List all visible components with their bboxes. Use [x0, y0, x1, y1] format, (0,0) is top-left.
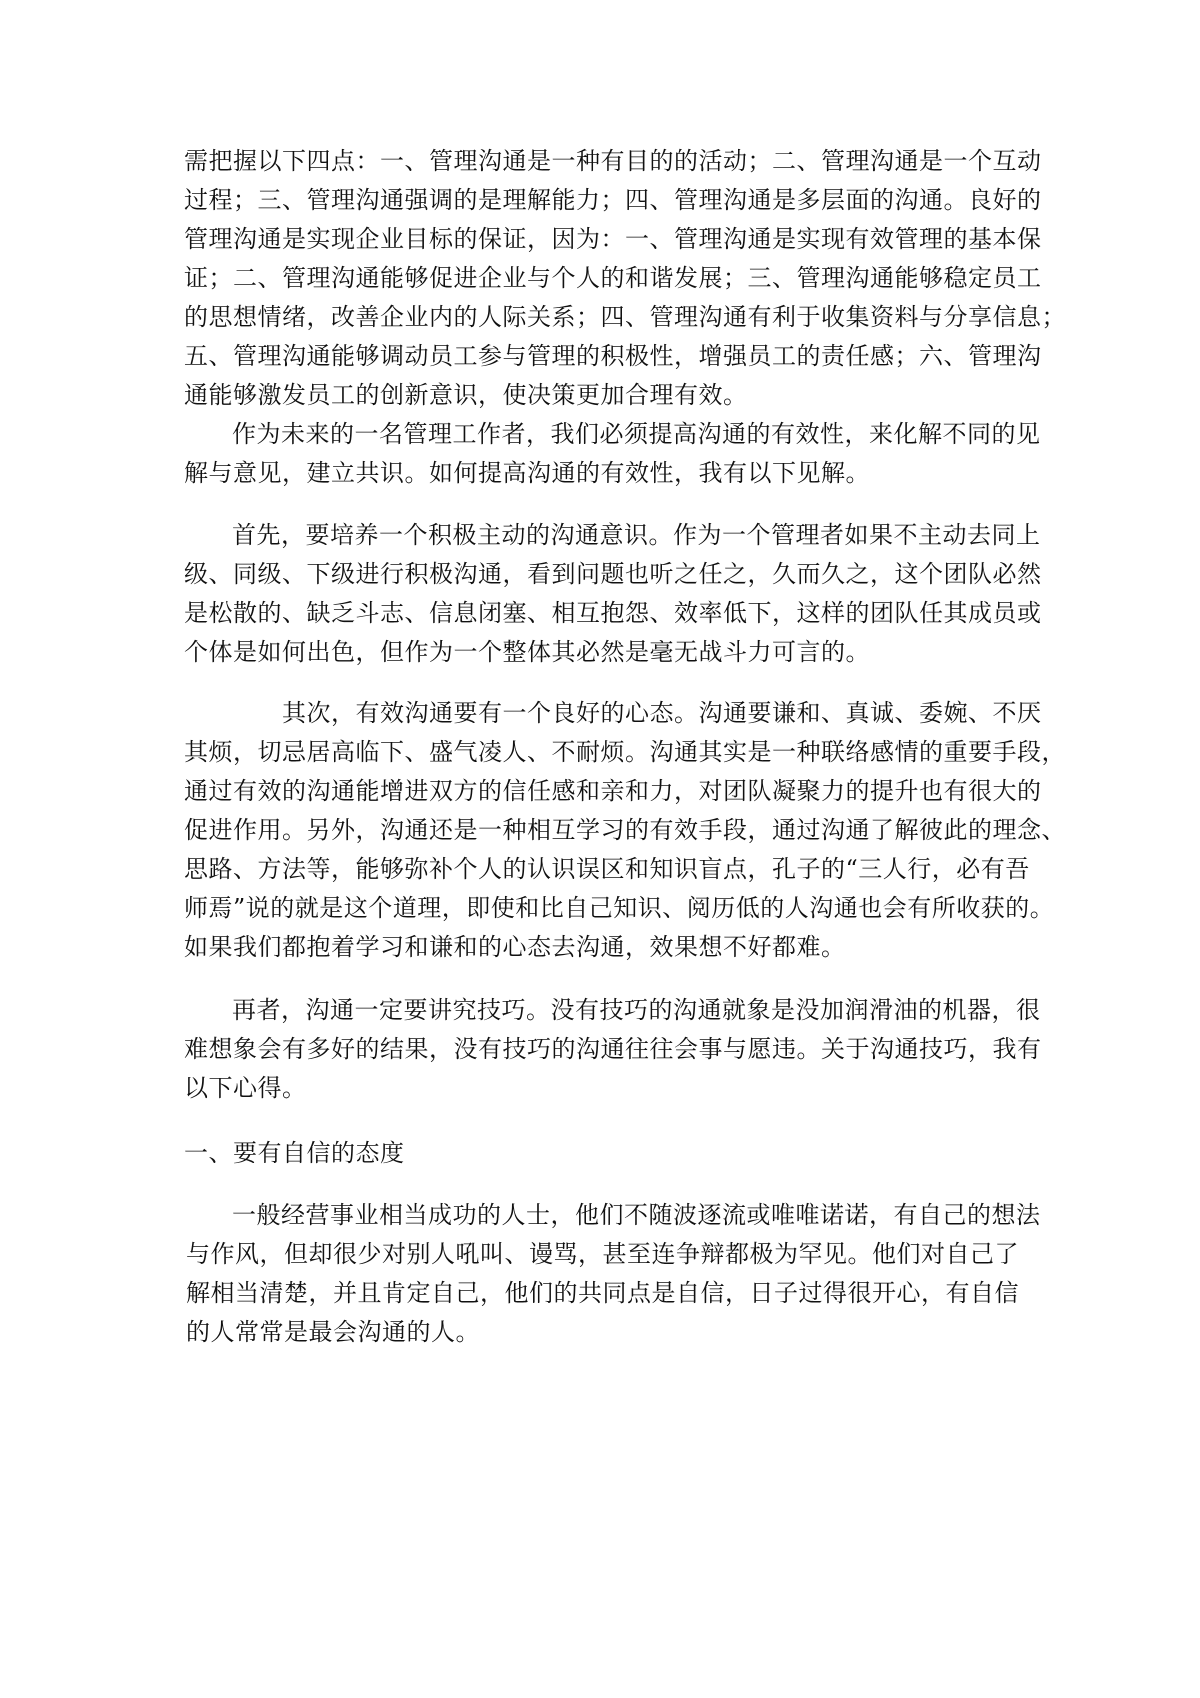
text-line: 的人常常是最会沟通的人。 — [186, 1318, 480, 1346]
text-line: 以下心得。 — [184, 1074, 307, 1102]
text-line: 解与意见，建立共识。如何提高沟通的有效性，我有以下见解。 — [184, 459, 870, 487]
text-line: 过程；三、管理沟通强调的是理解能力；四、管理沟通是多层面的沟通。良好的 — [184, 186, 1042, 214]
text-line: 如果我们都抱着学习和谦和的心态去沟通，效果想不好都难。 — [184, 933, 846, 961]
text-line: 再者，沟通一定要讲究技巧。没有技巧的沟通就象是没加润滑油的机器，很 — [232, 996, 1041, 1024]
text-line: 难想象会有多好的结果，没有技巧的沟通往往会事与愿违。关于沟通技巧，我有 — [184, 1035, 1042, 1063]
text-line: 通能够激发员工的创新意识，使决策更加合理有效。 — [184, 381, 748, 409]
text-line: 作为未来的一名管理工作者，我们必须提高沟通的有效性，来化解不同的见 — [232, 420, 1041, 448]
text-line: 通过有效的沟通能增进双方的信任感和亲和力，对团队凝聚力的提升也有很大的 — [184, 777, 1042, 805]
text-line: 解相当清楚，并且肯定自己，他们的共同点是自信，日子过得很开心，有自信 — [186, 1279, 1019, 1307]
text-line: 五、管理沟通能够调动员工参与管理的积极性，增强员工的责任感；六、管理沟 — [184, 342, 1042, 370]
text-line: 师焉”说的就是这个道理，即使和比自己知识、阅历低的人沟通也会有所收获的。 — [184, 894, 1055, 922]
text-line: 思路、方法等，能够弥补个人的认识误区和知识盲点，孔子的“三人行，必有吾 — [184, 855, 1030, 883]
text-line: 证；二、管理沟通能够促进企业与个人的和谐发展；三、管理沟通能够稳定员工 — [184, 264, 1042, 292]
text-line: 促进作用。另外，沟通还是一种相互学习的有效手段，通过沟通了解彼此的理念、 — [184, 816, 1066, 844]
text-line: 与作风，但却很少对别人吼叫、谩骂，甚至连争辩都极为罕见。他们对自己了 — [186, 1240, 1019, 1268]
text-line: 其次，有效沟通要有一个良好的心态。沟通要谦和、真诚、委婉、不厌 — [282, 699, 1042, 727]
section-heading: 一、要有自信的态度 — [184, 1139, 405, 1167]
text-line: 级、同级、下级进行积极沟通，看到问题也听之任之，久而久之，这个团队必然 — [184, 560, 1042, 588]
text-line: 其烦，切忌居高临下、盛气凌人、不耐烦。沟通其实是一种联络感情的重要手段， — [184, 738, 1066, 766]
text-line: 一般经营事业相当成功的人士，他们不随波逐流或唯唯诺诺，有自己的想法 — [232, 1201, 1041, 1229]
text-line: 需把握以下四点：一、管理沟通是一种有目的的活动；二、管理沟通是一个互动 — [184, 147, 1042, 175]
text-line: 管理沟通是实现企业目标的保证，因为：一、管理沟通是实现有效管理的基本保 — [184, 225, 1042, 253]
text-line: 的思想情绪，改善企业内的人际关系；四、管理沟通有利于收集资料与分享信息； — [184, 303, 1066, 331]
text-line: 是松散的、缺乏斗志、信息闭塞、相互抱怨、效率低下，这样的团队任其成员或 — [184, 599, 1042, 627]
text-line: 首先，要培养一个积极主动的沟通意识。作为一个管理者如果不主动去同上 — [232, 521, 1041, 549]
text-line: 个体是如何出色，但作为一个整体其必然是毫无战斗力可言的。 — [184, 638, 870, 666]
